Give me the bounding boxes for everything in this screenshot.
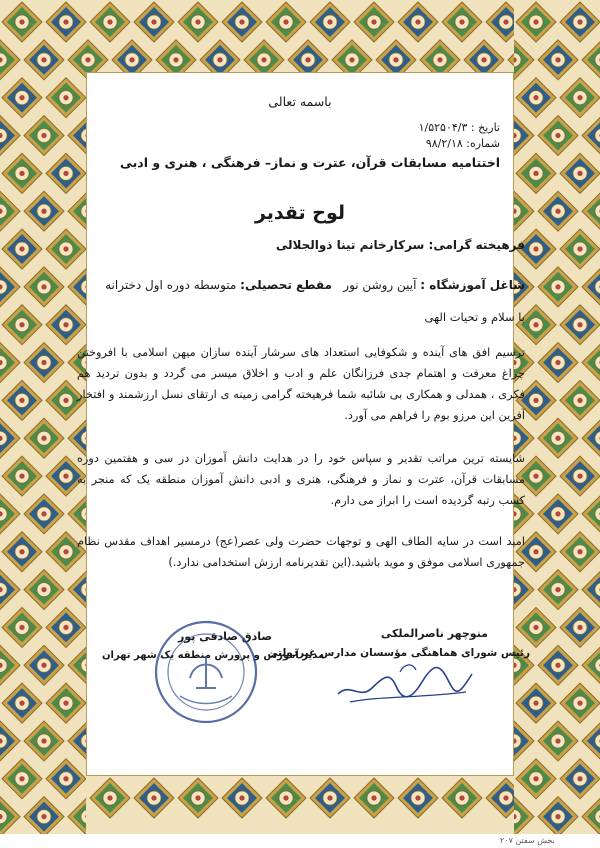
ornamental-border-right bbox=[514, 0, 600, 834]
signatory-2-name: صادق صادقی پور bbox=[178, 630, 272, 643]
basmala: باسمه تعالی bbox=[268, 94, 332, 109]
date-line: تاریخ : ۱/۵۲۵۰۴/۳ bbox=[418, 121, 500, 134]
subject-line: اختتامیه مسابقات قرآن، عترت و نماز– فرهنگی ، هنری و ادبی bbox=[119, 155, 500, 170]
body-paragraph: ترسیم افق های آینده و شکوفایی استعداد های سرشار آینده سازان میهن اسلامی با افروختن چراغ معرفت و اهتمام جدی فرزانگان علم و ادب و اخلاق میسر می گردد و بدون تردید هم فکری ، همدلی و همکاری بی شائبه شما فرهیخته گرامی زمینه ی ارتقای نسل ارزشمند و افتخار آفرین این مرزو بوم را فراهم می آورد. bbox=[77, 346, 525, 422]
signatory-1-name: منوچهر ناصرالملکی bbox=[380, 627, 488, 640]
grade-label: مقطع تحصیلی: bbox=[240, 278, 332, 292]
school-label: شاغل آموزشگاه : bbox=[420, 278, 525, 292]
greeting: با سلام و تحیات الهی bbox=[424, 310, 525, 324]
body-paragraph: شایسته ترین مراتب تقدیر و سپاس خود را در هدایت دانش آموزان در سی و هفتمین دوره مسابقات قرآن، عترت و نماز و فرهنگی، هنری و ادبی دانش آموزان منطقه یک که منجر به کسب رتبه گردیده است را ابراز می دارم. bbox=[77, 452, 525, 507]
signatory-1-title: رئیس شورای هماهنگی مؤسسان مدارس غیردولتی bbox=[267, 647, 530, 659]
footer-code: بخش سفتن ۲۰۷ bbox=[500, 836, 555, 845]
signatory-2-title: مدیر آموزش و پرورش منطقه یک شهر تهران bbox=[102, 650, 325, 661]
school-value: آیین روشن نور bbox=[343, 278, 417, 292]
grade-line bbox=[105, 278, 332, 292]
body-paragraph: امید است در سایه الطاف الهی و توجهات حضرت ولی عصر(عج) درمسیر اهداف مقدس نظام جمهوری اسلامی موفق و موید باشید.(این تقدیرنامه ارزش استخدامی ندارد.) bbox=[77, 535, 525, 569]
school-line bbox=[343, 278, 525, 292]
ornamental-border-bottom bbox=[0, 776, 600, 834]
ornamental-border-left bbox=[0, 0, 86, 834]
recipient-line: فرهیخته گرامی: سرکارخانم تینا ذوالجلالی bbox=[275, 238, 525, 252]
official-stamp bbox=[150, 616, 262, 728]
number-line: شماره: ۹۸/۲/۱۸ bbox=[425, 137, 500, 150]
handwritten-signature bbox=[330, 652, 480, 712]
document-title: لوح تقدیر bbox=[254, 202, 346, 224]
grade-value: متوسطه دوره اول دخترانه bbox=[105, 278, 237, 292]
